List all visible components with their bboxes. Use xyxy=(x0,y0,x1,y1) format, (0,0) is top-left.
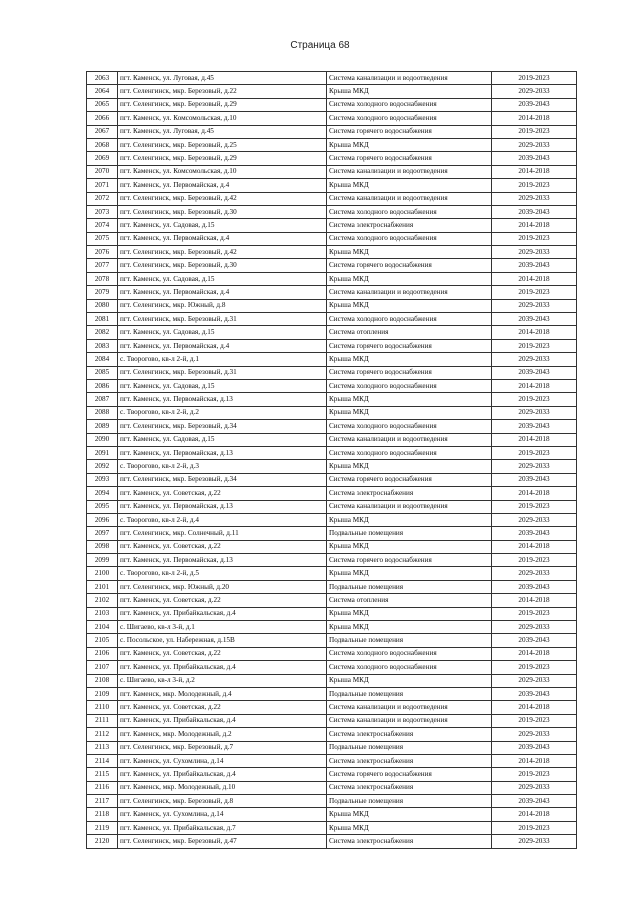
row-number-cell: 2075 xyxy=(87,232,118,245)
address-cell: пгт. Каменск, ул. Советская, д.22 xyxy=(118,647,327,660)
address-cell: пгт. Каменск, ул. Комсомольская, д.10 xyxy=(118,165,327,178)
row-number-cell: 2083 xyxy=(87,339,118,352)
table-row xyxy=(87,85,577,98)
building-system-cell: Крыша МКД xyxy=(327,567,492,580)
repair-period-cell: 2019-2023 xyxy=(492,232,577,245)
row-number-cell: 2108 xyxy=(87,674,118,687)
address-cell: пгт. Каменск, ул. Прибайкальская, д.4 xyxy=(118,768,327,781)
row-number-cell: 2088 xyxy=(87,406,118,419)
address-cell: пгт. Селенгинск, мкр. Березовый, д.34 xyxy=(118,420,327,433)
page-number-label: Страница 68 xyxy=(290,40,350,51)
row-number-cell: 2118 xyxy=(87,808,118,821)
row-number-cell: 2081 xyxy=(87,313,118,326)
row-number-cell: 2068 xyxy=(87,138,118,151)
repair-period-cell: 2029-2033 xyxy=(492,835,577,848)
building-system-cell: Крыша МКД xyxy=(327,821,492,834)
address-cell: пгт. Селенгинск, мкр. Березовый, д.42 xyxy=(118,246,327,259)
table-row xyxy=(87,647,577,660)
row-number-cell: 2114 xyxy=(87,754,118,767)
address-cell: с. Творогово, кв-л 2-й, д.4 xyxy=(118,513,327,526)
building-system-cell: Система электроснабжения xyxy=(327,781,492,794)
repair-period-cell: 2029-2033 xyxy=(492,246,577,259)
building-system-cell: Система канализации и водоотведения xyxy=(327,701,492,714)
row-number-cell: 2120 xyxy=(87,835,118,848)
repair-period-cell: 2014-2018 xyxy=(492,701,577,714)
address-cell: пгт. Каменск, ул. Садовая, д.15 xyxy=(118,326,327,339)
building-system-cell: Крыша МКД xyxy=(327,460,492,473)
address-cell: пгт. Каменск, мкр. Молодежный, д.10 xyxy=(118,781,327,794)
building-system-cell: Подвальные помещения xyxy=(327,741,492,754)
repair-period-cell: 2014-2018 xyxy=(492,808,577,821)
repair-period-cell: 2019-2023 xyxy=(492,179,577,192)
building-system-cell: Система холодного водоснабжения xyxy=(327,205,492,218)
table-row xyxy=(87,152,577,165)
row-number-cell: 2065 xyxy=(87,98,118,111)
repair-period-cell: 2019-2023 xyxy=(492,72,577,85)
table-row xyxy=(87,661,577,674)
repair-period-cell: 2029-2033 xyxy=(492,781,577,794)
repair-period-cell: 2029-2033 xyxy=(492,728,577,741)
repair-period-cell: 2029-2033 xyxy=(492,85,577,98)
repair-period-cell: 2019-2023 xyxy=(492,768,577,781)
building-system-cell: Система электроснабжения xyxy=(327,835,492,848)
repair-period-cell: 2019-2023 xyxy=(492,286,577,299)
table-row xyxy=(87,728,577,741)
row-number-cell: 2097 xyxy=(87,527,118,540)
repair-period-cell: 2029-2033 xyxy=(492,138,577,151)
repair-period-cell: 2039-2043 xyxy=(492,366,577,379)
row-number-cell: 2076 xyxy=(87,246,118,259)
building-system-cell: Крыша МКД xyxy=(327,393,492,406)
building-system-cell: Система горячего водоснабжения xyxy=(327,554,492,567)
address-cell: пгт. Каменск, ул. Прибайкальская, д.4 xyxy=(118,714,327,727)
row-number-cell: 2070 xyxy=(87,165,118,178)
repair-period-cell: 2014-2018 xyxy=(492,219,577,232)
row-number-cell: 2112 xyxy=(87,728,118,741)
address-cell: пгт. Селенгинск, мкр. Березовый, д.31 xyxy=(118,313,327,326)
table-row xyxy=(87,326,577,339)
building-system-cell: Система канализации и водоотведения xyxy=(327,72,492,85)
repair-period-cell: 2019-2023 xyxy=(492,125,577,138)
building-system-cell: Подвальные помещения xyxy=(327,580,492,593)
address-cell: пгт. Селенгинск, мкр. Березовый, д.30 xyxy=(118,205,327,218)
building-system-cell: Система отопления xyxy=(327,594,492,607)
table-row xyxy=(87,795,577,808)
building-system-cell: Система холодного водоснабжения xyxy=(327,379,492,392)
row-number-cell: 2116 xyxy=(87,781,118,794)
table-row xyxy=(87,527,577,540)
address-cell: пгт. Каменск, ул. Первомайская, д.4 xyxy=(118,179,327,192)
address-cell: пгт. Каменск, ул. Первомайская, д.13 xyxy=(118,500,327,513)
address-cell: с. Посольское, ул. Набережная, д.15В xyxy=(118,634,327,647)
address-cell: пгт. Каменск, ул. Советская, д.22 xyxy=(118,540,327,553)
row-number-cell: 2107 xyxy=(87,661,118,674)
repair-period-cell: 2014-2018 xyxy=(492,540,577,553)
address-cell: пгт. Селенгинск, мкр. Березовый, д.7 xyxy=(118,741,327,754)
table-row xyxy=(87,313,577,326)
building-system-cell: Крыша МКД xyxy=(327,808,492,821)
row-number-cell: 2101 xyxy=(87,580,118,593)
building-system-cell: Система холодного водоснабжения xyxy=(327,420,492,433)
table-row xyxy=(87,580,577,593)
table-row xyxy=(87,219,577,232)
building-system-cell: Крыша МКД xyxy=(327,138,492,151)
address-cell: пгт. Селенгинск, мкр. Березовый, д.42 xyxy=(118,192,327,205)
table-row xyxy=(87,339,577,352)
address-cell: пгт. Каменск, ул. Прибайкальская, д.7 xyxy=(118,821,327,834)
repair-period-cell: 2019-2023 xyxy=(492,821,577,834)
row-number-cell: 2100 xyxy=(87,567,118,580)
repair-period-cell: 2039-2043 xyxy=(492,580,577,593)
registry-table-body xyxy=(87,72,577,849)
repair-period-cell: 2019-2023 xyxy=(492,446,577,459)
repair-period-cell: 2014-2018 xyxy=(492,647,577,660)
address-cell: с. Творогово, кв-л 2-й, д.1 xyxy=(118,353,327,366)
table-row xyxy=(87,446,577,459)
repair-period-cell: 2019-2023 xyxy=(492,714,577,727)
building-system-cell: Система канализации и водоотведения xyxy=(327,433,492,446)
table-row xyxy=(87,781,577,794)
building-system-cell: Подвальные помещения xyxy=(327,527,492,540)
row-number-cell: 2093 xyxy=(87,473,118,486)
repair-period-cell: 2019-2023 xyxy=(492,661,577,674)
repair-period-cell: 2014-2018 xyxy=(492,272,577,285)
row-number-cell: 2104 xyxy=(87,621,118,634)
table-row xyxy=(87,379,577,392)
address-cell: пгт. Селенгинск, мкр. Южный, д.20 xyxy=(118,580,327,593)
row-number-cell: 2067 xyxy=(87,125,118,138)
table-row xyxy=(87,594,577,607)
table-row xyxy=(87,621,577,634)
building-system-cell: Система горячего водоснабжения xyxy=(327,125,492,138)
repair-period-cell: 2014-2018 xyxy=(492,165,577,178)
address-cell: пгт. Каменск, ул. Сухомлина, д.14 xyxy=(118,808,327,821)
table-row xyxy=(87,366,577,379)
row-number-cell: 2091 xyxy=(87,446,118,459)
building-system-cell: Система холодного водоснабжения xyxy=(327,647,492,660)
repair-period-cell: 2029-2033 xyxy=(492,192,577,205)
repair-period-cell: 2029-2033 xyxy=(492,621,577,634)
table-row xyxy=(87,634,577,647)
repair-period-cell: 2019-2023 xyxy=(492,500,577,513)
address-cell: пгт. Селенгинск, мкр. Березовый, д.31 xyxy=(118,366,327,379)
address-cell: пгт. Каменск, ул. Луговая, д.45 xyxy=(118,125,327,138)
repair-period-cell: 2014-2018 xyxy=(492,379,577,392)
repair-period-cell: 2019-2023 xyxy=(492,554,577,567)
building-system-cell: Крыша МКД xyxy=(327,607,492,620)
repair-period-cell: 2014-2018 xyxy=(492,433,577,446)
row-number-cell: 2117 xyxy=(87,795,118,808)
building-system-cell: Система канализации и водоотведения xyxy=(327,165,492,178)
address-cell: с. Шигаево, кв-л 3-й, д.2 xyxy=(118,674,327,687)
address-cell: пгт. Селенгинск, мкр. Березовый, д.47 xyxy=(118,835,327,848)
table-row xyxy=(87,259,577,272)
address-cell: пгт. Каменск, ул. Сухомлина, д.14 xyxy=(118,754,327,767)
repair-period-cell: 2039-2043 xyxy=(492,527,577,540)
row-number-cell: 2071 xyxy=(87,179,118,192)
row-number-cell: 2106 xyxy=(87,647,118,660)
table-row xyxy=(87,205,577,218)
table-row xyxy=(87,406,577,419)
address-cell: с. Творогово, кв-л 2-й, д.3 xyxy=(118,460,327,473)
row-number-cell: 2090 xyxy=(87,433,118,446)
row-number-cell: 2095 xyxy=(87,500,118,513)
address-cell: пгт. Каменск, ул. Садовая, д.15 xyxy=(118,219,327,232)
address-cell: пгт. Селенгинск, мкр. Березовый, д.25 xyxy=(118,138,327,151)
address-cell: пгт. Селенгинск, мкр. Березовый, д.30 xyxy=(118,259,327,272)
building-system-cell: Система холодного водоснабжения xyxy=(327,661,492,674)
table-row xyxy=(87,607,577,620)
building-system-cell: Крыша МКД xyxy=(327,85,492,98)
table-row xyxy=(87,353,577,366)
building-system-cell: Система электроснабжения xyxy=(327,219,492,232)
repair-period-cell: 2019-2023 xyxy=(492,607,577,620)
address-cell: пгт. Каменск, ул. Первомайская, д.4 xyxy=(118,232,327,245)
table-row xyxy=(87,540,577,553)
repair-period-cell: 2014-2018 xyxy=(492,754,577,767)
table-row xyxy=(87,460,577,473)
building-system-cell: Система холодного водоснабжения xyxy=(327,313,492,326)
table-row xyxy=(87,741,577,754)
building-system-cell: Подвальные помещения xyxy=(327,687,492,700)
repair-period-cell: 2014-2018 xyxy=(492,487,577,500)
table-row xyxy=(87,98,577,111)
table-row xyxy=(87,246,577,259)
repair-registry-table xyxy=(86,71,577,849)
row-number-cell: 2066 xyxy=(87,112,118,125)
row-number-cell: 2111 xyxy=(87,714,118,727)
table-row xyxy=(87,473,577,486)
row-number-cell: 2086 xyxy=(87,379,118,392)
address-cell: пгт. Каменск, ул. Первомайская, д.13 xyxy=(118,446,327,459)
repair-period-cell: 2039-2043 xyxy=(492,634,577,647)
row-number-cell: 2115 xyxy=(87,768,118,781)
row-number-cell: 2080 xyxy=(87,299,118,312)
repair-period-cell: 2029-2033 xyxy=(492,513,577,526)
building-system-cell: Система горячего водоснабжения xyxy=(327,366,492,379)
row-number-cell: 2074 xyxy=(87,219,118,232)
repair-period-cell: 2014-2018 xyxy=(492,326,577,339)
table-row xyxy=(87,125,577,138)
address-cell: пгт. Каменск, ул. Прибайкальская, д.4 xyxy=(118,607,327,620)
row-number-cell: 2109 xyxy=(87,687,118,700)
repair-period-cell: 2014-2018 xyxy=(492,594,577,607)
row-number-cell: 2092 xyxy=(87,460,118,473)
address-cell: пгт. Каменск, ул. Луговая, д.45 xyxy=(118,72,327,85)
table-row xyxy=(87,701,577,714)
repair-period-cell: 2039-2043 xyxy=(492,420,577,433)
repair-period-cell: 2019-2023 xyxy=(492,339,577,352)
address-cell: пгт. Каменск, ул. Первомайская, д.4 xyxy=(118,339,327,352)
row-number-cell: 2098 xyxy=(87,540,118,553)
row-number-cell: 2102 xyxy=(87,594,118,607)
row-number-cell: 2110 xyxy=(87,701,118,714)
repair-period-cell: 2039-2043 xyxy=(492,795,577,808)
building-system-cell: Крыша МКД xyxy=(327,179,492,192)
building-system-cell: Подвальные помещения xyxy=(327,634,492,647)
repair-period-cell: 2029-2033 xyxy=(492,353,577,366)
table-row xyxy=(87,687,577,700)
row-number-cell: 2064 xyxy=(87,85,118,98)
row-number-cell: 2072 xyxy=(87,192,118,205)
building-system-cell: Система канализации и водоотведения xyxy=(327,500,492,513)
table-row xyxy=(87,500,577,513)
address-cell: пгт. Каменск, ул. Первомайская, д.4 xyxy=(118,286,327,299)
building-system-cell: Крыша МКД xyxy=(327,299,492,312)
building-system-cell: Система канализации и водоотведения xyxy=(327,192,492,205)
address-cell: пгт. Селенгинск, мкр. Березовый, д.22 xyxy=(118,85,327,98)
table-row xyxy=(87,821,577,834)
table-row xyxy=(87,165,577,178)
row-number-cell: 2073 xyxy=(87,205,118,218)
table-row xyxy=(87,393,577,406)
table-row xyxy=(87,513,577,526)
address-cell: пгт. Каменск, ул. Советская, д.22 xyxy=(118,487,327,500)
repair-period-cell: 2029-2033 xyxy=(492,674,577,687)
row-number-cell: 2119 xyxy=(87,821,118,834)
repair-period-cell: 2039-2043 xyxy=(492,313,577,326)
row-number-cell: 2087 xyxy=(87,393,118,406)
table-row xyxy=(87,72,577,85)
table-row xyxy=(87,420,577,433)
building-system-cell: Система горячего водоснабжения xyxy=(327,473,492,486)
row-number-cell: 2078 xyxy=(87,272,118,285)
table-row xyxy=(87,487,577,500)
building-system-cell: Система горячего водоснабжения xyxy=(327,768,492,781)
row-number-cell: 2105 xyxy=(87,634,118,647)
row-number-cell: 2094 xyxy=(87,487,118,500)
row-number-cell: 2084 xyxy=(87,353,118,366)
building-system-cell: Система канализации и водоотведения xyxy=(327,714,492,727)
building-system-cell: Крыша МКД xyxy=(327,674,492,687)
address-cell: пгт. Селенгинск, мкр. Березовый, д.29 xyxy=(118,98,327,111)
table-row xyxy=(87,808,577,821)
address-cell: пгт. Каменск, ул. Садовая, д.15 xyxy=(118,433,327,446)
table-row xyxy=(87,674,577,687)
address-cell: с. Шигаево, кв-л 3-й, д.1 xyxy=(118,621,327,634)
row-number-cell: 2113 xyxy=(87,741,118,754)
address-cell: пгт. Селенгинск, мкр. Южный, д.8 xyxy=(118,299,327,312)
repair-period-cell: 2039-2043 xyxy=(492,687,577,700)
table-row xyxy=(87,286,577,299)
table-row xyxy=(87,714,577,727)
address-cell: пгт. Каменск, ул. Первомайская, д.13 xyxy=(118,393,327,406)
building-system-cell: Система холодного водоснабжения xyxy=(327,446,492,459)
address-cell: пгт. Каменск, мкр. Молодежный, д.4 xyxy=(118,687,327,700)
building-system-cell: Система горячего водоснабжения xyxy=(327,339,492,352)
table-row xyxy=(87,192,577,205)
building-system-cell: Крыша МКД xyxy=(327,246,492,259)
building-system-cell: Система горячего водоснабжения xyxy=(327,152,492,165)
table-row xyxy=(87,112,577,125)
building-system-cell: Подвальные помещения xyxy=(327,795,492,808)
row-number-cell: 2096 xyxy=(87,513,118,526)
building-system-cell: Крыша МКД xyxy=(327,513,492,526)
building-system-cell: Система электроснабжения xyxy=(327,728,492,741)
row-number-cell: 2069 xyxy=(87,152,118,165)
row-number-cell: 2089 xyxy=(87,420,118,433)
repair-period-cell: 2029-2033 xyxy=(492,567,577,580)
repair-period-cell: 2029-2033 xyxy=(492,406,577,419)
row-number-cell: 2063 xyxy=(87,72,118,85)
repair-period-cell: 2039-2043 xyxy=(492,473,577,486)
table-row xyxy=(87,433,577,446)
building-system-cell: Крыша МКД xyxy=(327,272,492,285)
table-row xyxy=(87,835,577,848)
address-cell: с. Творогово, кв-л 2-й, д.5 xyxy=(118,567,327,580)
table-row xyxy=(87,754,577,767)
table-row xyxy=(87,138,577,151)
repair-period-cell: 2029-2033 xyxy=(492,299,577,312)
repair-period-cell: 2039-2043 xyxy=(492,98,577,111)
row-number-cell: 2085 xyxy=(87,366,118,379)
table-row xyxy=(87,299,577,312)
repair-period-cell: 2039-2043 xyxy=(492,741,577,754)
row-number-cell: 2099 xyxy=(87,554,118,567)
address-cell: пгт. Каменск, ул. Первомайская, д.13 xyxy=(118,554,327,567)
repair-period-cell: 2039-2043 xyxy=(492,259,577,272)
table-row xyxy=(87,768,577,781)
row-number-cell: 2077 xyxy=(87,259,118,272)
address-cell: пгт. Каменск, ул. Советская, д.22 xyxy=(118,701,327,714)
address-cell: пгт. Каменск, мкр. Молодежный, д.2 xyxy=(118,728,327,741)
table-row xyxy=(87,232,577,245)
repair-period-cell: 2039-2043 xyxy=(492,152,577,165)
row-number-cell: 2103 xyxy=(87,607,118,620)
building-system-cell: Крыша МКД xyxy=(327,540,492,553)
repair-period-cell: 2019-2023 xyxy=(492,393,577,406)
address-cell: пгт. Каменск, ул. Советская, д.22 xyxy=(118,594,327,607)
building-system-cell: Система холодного водоснабжения xyxy=(327,232,492,245)
building-system-cell: Система канализации и водоотведения xyxy=(327,286,492,299)
table-row xyxy=(87,567,577,580)
address-cell: с. Творогово, кв-л 2-й, д.2 xyxy=(118,406,327,419)
row-number-cell: 2082 xyxy=(87,326,118,339)
address-cell: пгт. Каменск, ул. Комсомольская, д.10 xyxy=(118,112,327,125)
address-cell: пгт. Каменск, ул. Садовая, д.15 xyxy=(118,272,327,285)
building-system-cell: Система холодного водоснабжения xyxy=(327,98,492,111)
building-system-cell: Крыша МКД xyxy=(327,406,492,419)
building-system-cell: Система горячего водоснабжения xyxy=(327,259,492,272)
building-system-cell: Система холодного водоснабжения xyxy=(327,112,492,125)
address-cell: пгт. Каменск, ул. Садовая, д.15 xyxy=(118,379,327,392)
page-header xyxy=(0,40,640,51)
building-system-cell: Система отопления xyxy=(327,326,492,339)
row-number-cell: 2079 xyxy=(87,286,118,299)
table-row xyxy=(87,179,577,192)
address-cell: пгт. Селенгинск, мкр. Солнечный, д.11 xyxy=(118,527,327,540)
building-system-cell: Крыша МКД xyxy=(327,353,492,366)
address-cell: пгт. Селенгинск, мкр. Березовый, д.29 xyxy=(118,152,327,165)
table-row xyxy=(87,554,577,567)
building-system-cell: Крыша МКД xyxy=(327,621,492,634)
repair-period-cell: 2039-2043 xyxy=(492,205,577,218)
address-cell: пгт. Каменск, ул. Прибайкальская, д.4 xyxy=(118,661,327,674)
address-cell: пгт. Селенгинск, мкр. Березовый, д.34 xyxy=(118,473,327,486)
building-system-cell: Система электроснабжения xyxy=(327,487,492,500)
repair-period-cell: 2029-2033 xyxy=(492,460,577,473)
repair-period-cell: 2014-2018 xyxy=(492,112,577,125)
building-system-cell: Система электроснабжения xyxy=(327,754,492,767)
address-cell: пгт. Селенгинск, мкр. Березовый, д.8 xyxy=(118,795,327,808)
table-row xyxy=(87,272,577,285)
